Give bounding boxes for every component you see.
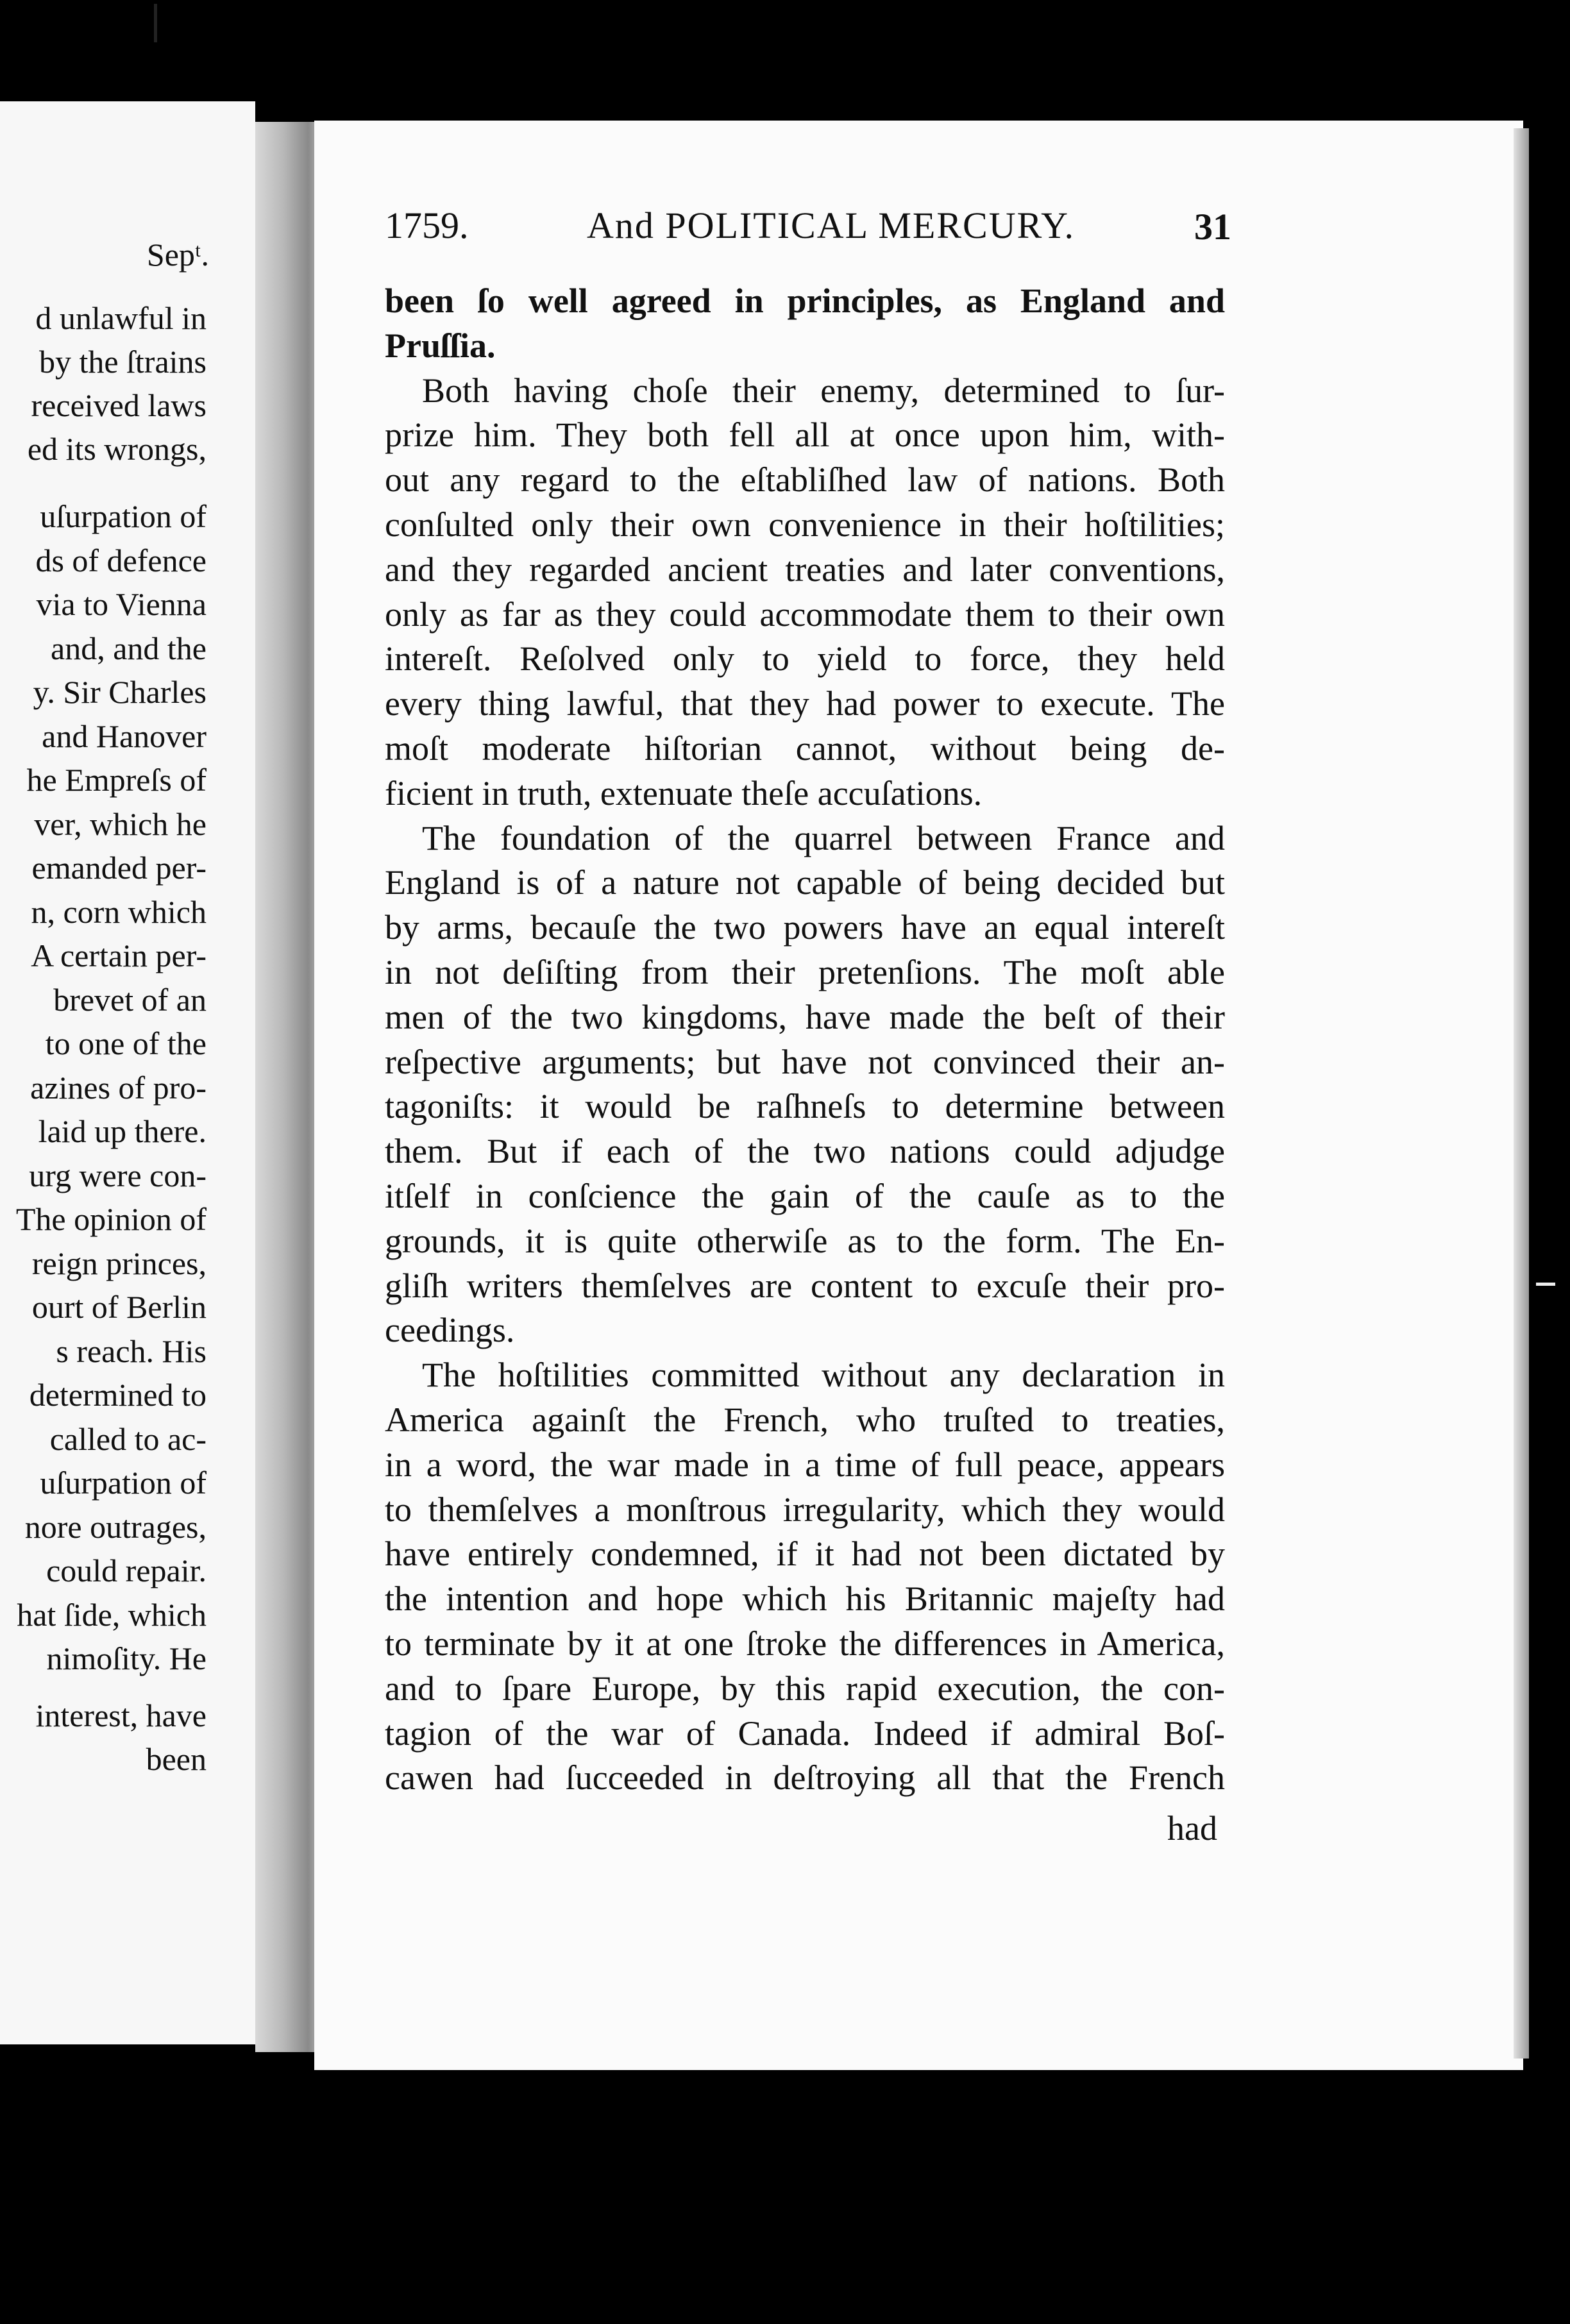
paragraph-line: reſpective arguments; but have not convinced their an-: [385, 1042, 1225, 1081]
left-page-line: could repair.: [46, 1553, 207, 1588]
left-page-line: and, and the: [51, 630, 207, 666]
paragraph-line: by arms, becauſe the two powers have an equal intereſt: [385, 908, 1225, 947]
paragraph-first-line: The foundation of the quarrel between France and: [422, 818, 1225, 857]
left-page-line: nore outrages,: [24, 1508, 207, 1545]
paragraph-line: moſt moderate hiſtorian cannot, without being de-: [385, 728, 1225, 768]
left-page-line: determined to: [29, 1377, 207, 1413]
left-page-line: he Empreſs of: [26, 762, 207, 798]
paragraph-line: in not deſiſting from their pretenſions. The moſt able: [385, 952, 1225, 991]
left-page-line: ds of defence: [35, 542, 207, 578]
left-page-line: ver, which he: [34, 805, 207, 842]
paragraph-line: them. But if each of the two nations could adjudge: [385, 1132, 1225, 1171]
page-edge: [1514, 128, 1529, 2059]
left-page-line: ourt of Berlin: [31, 1289, 207, 1325]
left-page-line: uſurpation of: [40, 498, 207, 534]
left-page-line: y. Sir Charles: [33, 674, 207, 710]
paragraph-first-line: been ſo well agreed in principles, as England and: [385, 282, 1225, 320]
left-page-line: laid up there.: [38, 1113, 207, 1149]
scan-speck: [1536, 1283, 1555, 1286]
left-page-line: reign princes,: [31, 1245, 207, 1281]
left-page-line: uſurpation of: [40, 1465, 207, 1501]
left-page-line: emanded per-: [31, 850, 207, 886]
paragraph-line: ficient in truth, extenuate theſe accuſations.: [385, 773, 983, 813]
catchword: had: [1167, 1809, 1217, 1848]
left-page-line: to one of the: [45, 1025, 207, 1061]
paragraph-line: grounds, it is quite otherwiſe as to the form. The En-: [385, 1221, 1225, 1260]
paragraph-line: cawen had ſucceeded in deſtroying all that the French: [385, 1758, 1225, 1798]
paragraph-line: and they regarded ancient treaties and later conventions,: [385, 550, 1225, 589]
paragraph-line: men of the two kingdoms, have made the beſt of their: [385, 997, 1225, 1036]
paragraph-line: ceedings.: [385, 1311, 515, 1350]
running-head-title: And POLITICAL MERCURY.: [587, 205, 1076, 246]
paragraph-line: gliſh writers themſelves are content to excuſe their pro-: [385, 1266, 1225, 1305]
paragraph-line: prize him. They both fell all at once upon him, with-: [385, 416, 1225, 455]
body-text: [385, 279, 1225, 1801]
paragraph-line: to themſelves a monſtrous irregularity, which they would: [385, 1490, 1225, 1529]
paragraph-line: Pruſſia.: [385, 326, 496, 365]
left-page-line: and Hanover: [42, 718, 207, 754]
paragraph-line: America againſt the French, who truſted to treaties,: [385, 1400, 1225, 1439]
left-page-header: Sepᵗ.: [146, 237, 209, 273]
running-head-year: 1759.: [385, 205, 469, 246]
paragraph-line: only as far as they could accommodate them to their own: [385, 594, 1225, 634]
left-page-line: d unlawful in: [35, 300, 207, 336]
paragraph-line: tagoniſts: it would be raſhneſs to determine between: [385, 1087, 1225, 1126]
paragraph-line: in a word, the war made in a time of full peace, appears: [385, 1445, 1225, 1484]
paragraph-line: intereſt. Reſolved only to yield to force, they held: [385, 639, 1225, 678]
left-page-line: interest, have: [35, 1697, 207, 1733]
left-page-line: by the ſtrains: [38, 344, 207, 380]
paragraph-line: England is of a nature not capable of being decided but: [385, 863, 1225, 902]
left-page-line: ed its wrongs,: [27, 431, 207, 467]
left-page-line: n, corn which: [31, 893, 207, 930]
left-page-line: via to Vienna: [36, 586, 207, 622]
left-page-line: azines of pro-: [30, 1069, 207, 1106]
left-page-line: s reach. His: [56, 1333, 207, 1369]
left-page-line: A certain per-: [31, 938, 207, 973]
paragraph-line: out any regard to the eſtabliſhed law of nations. Both: [385, 460, 1225, 500]
left-page-line: called to ac-: [49, 1420, 207, 1457]
left-page-line: nimoſity. He: [46, 1640, 207, 1676]
previous-page: [0, 101, 255, 2044]
paragraph-first-line: Both having choſe their enemy, determined to ſur-: [422, 371, 1225, 410]
paragraph-line: and to ſpare Europe, by this rapid execution, the con-: [385, 1669, 1225, 1708]
left-page-line: The opinion of: [15, 1201, 207, 1237]
paragraph-line: itſelf in conſcience the gain of the cauſe as to the: [385, 1176, 1225, 1215]
paragraph-line: have entirely condemned, if it had not been dictated by: [385, 1535, 1225, 1574]
left-page-line: hat ſide, which: [17, 1596, 207, 1633]
paragraph-line: every thing lawful, that they had power to execute. The: [385, 684, 1225, 723]
left-page-line: been: [146, 1741, 207, 1777]
page-number: 31: [1194, 206, 1231, 248]
paragraph-line: the intention and hope which his Britannic majeſty had: [385, 1579, 1225, 1619]
paragraph-line: conſulted only their own convenience in their hoſtilities;: [385, 505, 1225, 544]
scan-speck: [154, 4, 157, 42]
left-page-line: brevet of an: [53, 981, 207, 1018]
paragraph-first-line: The hoſtilities committed without any declaration in: [422, 1356, 1225, 1395]
running-head: [385, 204, 1231, 255]
left-page-line: urg were con-: [29, 1157, 207, 1193]
left-page-line: received laws: [31, 387, 207, 423]
paragraph-line: to terminate by it at one ſtroke the differences in America,: [385, 1624, 1225, 1663]
paragraph-line: tagion of the war of Canada. Indeed if admiral Boſ-: [385, 1714, 1225, 1753]
